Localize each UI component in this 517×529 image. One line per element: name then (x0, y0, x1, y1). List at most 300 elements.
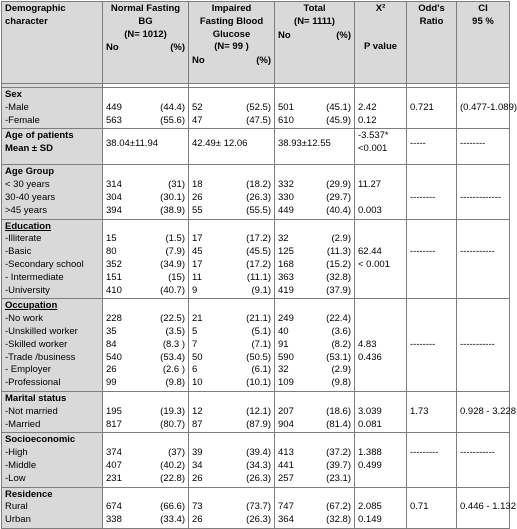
header-ci (457, 2, 510, 84)
row-label: < 30 years (5, 179, 50, 191)
p-value: < 0.001 (358, 258, 390, 270)
x2-value: 3.039 (358, 405, 382, 417)
sex-normal (103, 88, 189, 129)
ci-value: 0.928 - 3.228 (460, 405, 516, 417)
row-label: -Secondary school (5, 258, 84, 270)
pct-cell: (23.1) (326, 472, 351, 484)
sex-total (275, 88, 355, 129)
count-cell: 34 (192, 459, 203, 471)
section-socio (2, 433, 510, 487)
pct-cell: (53.1) (326, 351, 351, 363)
count-cell: 12 (192, 405, 203, 417)
ci-value: ----------- (460, 246, 495, 258)
header-normal-line: Normal Fasting (110, 3, 181, 14)
socio-normal (103, 433, 189, 487)
residence-total (275, 487, 355, 528)
row-label: -Trade /business (5, 351, 76, 363)
row-label: -Not married (5, 405, 58, 417)
pct-cell: (50.5) (246, 351, 271, 363)
x2-value: 2.42 (358, 101, 377, 113)
header-x2-line: X² (375, 3, 386, 14)
count-cell: 45 (192, 246, 203, 258)
occupation-impaired (189, 299, 275, 392)
unit-no: No (192, 55, 205, 67)
count-cell: 207 (278, 405, 294, 417)
odds-value: --------- (410, 447, 439, 459)
agegroup-ci (457, 165, 510, 219)
count-cell: 563 (106, 114, 122, 126)
section-agegroup (2, 165, 510, 219)
count-cell: 413 (278, 447, 294, 459)
marital-total (275, 391, 355, 432)
count-cell: 352 (106, 258, 122, 270)
pct-cell: (7.9) (165, 246, 185, 258)
odds-value: 0.71 (410, 501, 429, 513)
pct-cell: (26.3) (246, 514, 271, 526)
pct-cell: (12.1) (246, 405, 271, 417)
pct-cell: (45.5) (246, 246, 271, 258)
count-cell: 84 (106, 338, 117, 350)
p-value: 0.499 (358, 459, 382, 471)
section-title: Marital status (5, 392, 67, 404)
pct-cell: (9.1) (251, 284, 271, 296)
count-cell: 52 (192, 101, 203, 113)
education-impaired (189, 219, 275, 299)
age-x2 (355, 129, 407, 165)
count-cell: 419 (278, 284, 294, 296)
pct-cell: (47.5) (246, 114, 271, 126)
count-cell: 7 (192, 338, 198, 350)
pct-cell: (8.3 ) (162, 338, 185, 350)
count-cell: 363 (278, 271, 294, 283)
header-demographic-text: Demographic character (5, 3, 66, 27)
occupation-ci (457, 299, 510, 392)
pct-cell: (22.8) (160, 472, 185, 484)
header-normal-line: BG (138, 15, 153, 27)
pct-cell: (9.8) (165, 377, 185, 389)
count-cell: 228 (106, 313, 122, 325)
pct-cell: (45.1) (326, 101, 351, 113)
residence-labels (2, 487, 103, 528)
pct-cell: (80.7) (160, 418, 185, 430)
pct-cell: (40.2) (160, 459, 185, 471)
age-impaired (189, 129, 275, 165)
socio-odds (407, 433, 457, 487)
pct-cell: (37.9) (326, 284, 351, 296)
row-label: Urban (5, 514, 31, 526)
age-total (275, 129, 355, 165)
count-cell: 26 (192, 514, 203, 526)
education-labels (2, 219, 103, 299)
header-x2 (355, 2, 407, 84)
count-cell: 109 (278, 377, 294, 389)
row-label: Mean ± SD (5, 143, 53, 155)
residence-odds (407, 487, 457, 528)
sex-odds (407, 88, 457, 129)
header-impaired-line: Glucose (212, 28, 251, 40)
pct-cell: (5.1) (251, 325, 271, 337)
row-label: -University (5, 284, 50, 296)
occupation-odds (407, 299, 457, 392)
ci-value: (0.477-1.089) (460, 101, 517, 113)
pct-cell: (26.3) (246, 472, 271, 484)
pct-cell: (34.3) (246, 459, 271, 471)
row-label: -Low (5, 472, 26, 484)
header-odds (407, 2, 457, 84)
x2-value: 4.83 (358, 338, 377, 350)
count-cell: 73 (192, 501, 203, 513)
row-label: >45 years (5, 204, 47, 216)
residence-impaired (189, 487, 275, 528)
pct-cell: (15.2) (326, 258, 351, 270)
count-cell: 674 (106, 501, 122, 513)
demographics-table (1, 1, 517, 529)
count-cell: 330 (278, 191, 294, 203)
ci-value: -------- (460, 138, 486, 150)
age-ci (457, 129, 510, 165)
pct-cell: (2.9) (331, 233, 351, 245)
row-label: -Middle (5, 459, 37, 471)
count-cell: 449 (106, 101, 122, 113)
row-label: Rural (5, 501, 28, 513)
count-cell: 257 (278, 472, 294, 484)
pct-cell: (17.2) (246, 233, 271, 245)
p-value: <0.001 (358, 143, 388, 155)
header-pvalue-line: P value (363, 41, 398, 53)
t-value: -3.537* (358, 130, 389, 142)
p-value: 0.081 (358, 418, 382, 430)
header-total-line: Total (303, 3, 326, 14)
header-ci-line: CI (478, 3, 488, 14)
odds-value: -------- (410, 246, 436, 258)
count-cell: 32 (278, 364, 289, 376)
count-cell: 32 (278, 233, 289, 245)
count-cell: 610 (278, 114, 294, 126)
header-total-line: (N= 1111) (294, 15, 335, 27)
pct-cell: (55.5) (246, 204, 271, 216)
count-cell: 394 (106, 204, 122, 216)
pct-cell: (40.4) (326, 204, 351, 216)
pct-cell: (38.9) (160, 204, 185, 216)
odds-value: ----- (410, 138, 426, 150)
count-cell: 817 (106, 418, 122, 430)
header-ci-line: 95 % (472, 15, 494, 27)
pct-cell: (32.8) (326, 514, 351, 526)
pct-cell: (26.3) (246, 191, 271, 203)
pct-cell: (44.4) (160, 101, 185, 113)
x2-value: 62.44 (358, 246, 382, 258)
pct-cell: (55.6) (160, 114, 185, 126)
header-demographic (2, 2, 103, 84)
header-normal-line: (N= 1012) (124, 28, 167, 40)
pct-cell: (37.2) (326, 447, 351, 459)
count-cell: 87 (192, 418, 203, 430)
count-cell: 904 (278, 418, 294, 430)
x2-value: 1.388 (358, 447, 382, 459)
marital-labels (2, 391, 103, 432)
pct-cell: (8.2) (331, 338, 351, 350)
count-cell: 410 (106, 284, 122, 296)
count-cell: 441 (278, 459, 294, 471)
pct-cell: (11.3) (326, 246, 351, 258)
occupation-normal (103, 299, 189, 392)
header-normal (103, 2, 189, 84)
agegroup-odds (407, 165, 457, 219)
sex-x2 (355, 88, 407, 129)
section-age (2, 129, 510, 165)
socio-total (275, 433, 355, 487)
section-title: Education (5, 220, 51, 232)
count-cell: 35 (106, 325, 117, 337)
row-label: - Employer (5, 364, 51, 376)
count-cell: 168 (278, 258, 294, 270)
count-cell: 99 (106, 377, 117, 389)
count-cell: 374 (106, 447, 122, 459)
count-cell: 747 (278, 501, 294, 513)
pct-cell: (2.6 ) (162, 364, 185, 376)
pct-cell: (67.2) (326, 501, 351, 513)
row-label: - Intermediate (5, 271, 64, 283)
ci-value: 0.446 - 1.132 (460, 501, 516, 513)
count-cell: 40 (278, 325, 289, 337)
occupation-x2 (355, 299, 407, 392)
header-odds-line: Odd's (418, 3, 445, 14)
pct-cell: (29.7) (326, 191, 351, 203)
count-cell: 314 (106, 179, 122, 191)
pct-cell: (31) (168, 179, 185, 191)
x2-value: 2.085 (358, 501, 382, 513)
pct-cell: (73.7) (246, 501, 271, 513)
socio-labels (2, 433, 103, 487)
header-impaired-units (192, 55, 271, 68)
section-sex (2, 88, 510, 129)
age-normal (103, 129, 189, 165)
odds-value: -------- (410, 338, 436, 350)
agegroup-x2 (355, 165, 407, 219)
education-odds (407, 219, 457, 299)
row-label: -Basic (5, 246, 32, 258)
row-label: 30-40 years (5, 191, 56, 203)
marital-impaired (189, 391, 275, 432)
header-impaired-line: Fasting Blood (199, 15, 264, 27)
section-title: Sex (5, 89, 22, 100)
education-normal (103, 219, 189, 299)
pct-cell: (37) (168, 447, 185, 459)
unit-pct: (%) (336, 29, 351, 41)
count-cell: 10 (192, 377, 203, 389)
header-total (275, 2, 355, 84)
pct-cell: (66.6) (160, 501, 185, 513)
pct-cell: (87.9) (246, 418, 271, 430)
pct-cell: (39.7) (326, 459, 351, 471)
age-labels (2, 129, 103, 165)
row-label: -Female (5, 114, 40, 126)
section-occupation (2, 299, 510, 392)
pct-cell: (29.9) (326, 179, 351, 191)
pct-cell: (33.4) (160, 514, 185, 526)
marital-x2 (355, 391, 407, 432)
education-ci (457, 219, 510, 299)
sex-impaired (189, 88, 275, 129)
header-row (2, 2, 510, 84)
count-cell: 501 (278, 101, 294, 113)
education-total (275, 219, 355, 299)
education-x2 (355, 219, 407, 299)
count-cell: 21 (192, 313, 203, 325)
section-education (2, 219, 510, 299)
pct-cell: (30.1) (160, 191, 185, 203)
count-cell: 249 (278, 313, 294, 325)
pct-cell: (81.4) (326, 418, 351, 430)
pct-cell: (34.9) (160, 258, 185, 270)
count-cell: 39 (192, 447, 203, 459)
count-cell: 364 (278, 514, 294, 526)
sex-ci (457, 88, 517, 129)
section-residence (2, 487, 510, 528)
count-cell: 231 (106, 472, 122, 484)
socio-impaired (189, 433, 275, 487)
count-cell: 91 (278, 338, 289, 350)
pct-cell: (39.4) (246, 447, 271, 459)
section-title: Age of patients (5, 130, 74, 142)
pct-cell: (10.1) (246, 377, 271, 389)
age-odds (407, 129, 457, 165)
agegroup-normal (103, 165, 189, 219)
pct-cell: (6.1) (251, 364, 271, 376)
pct-cell: (2.9) (331, 364, 351, 376)
pct-cell: (3.6) (331, 325, 351, 337)
count-cell: 540 (106, 351, 122, 363)
count-cell: 151 (106, 271, 122, 283)
pct-cell: (40.7) (160, 284, 185, 296)
socio-x2 (355, 433, 407, 487)
pct-cell: (22.4) (326, 313, 351, 325)
count-cell: 125 (278, 246, 294, 258)
row-label: -Illiterate (5, 233, 42, 245)
row-label: -Skilled worker (5, 338, 68, 350)
count-cell: 11 (192, 271, 202, 283)
p-value: 0.12 (358, 114, 377, 126)
count-cell: 50 (192, 351, 203, 363)
pct-cell: (53.4) (160, 351, 185, 363)
residence-x2 (355, 487, 407, 528)
header-odds-line: Ratio (419, 15, 444, 27)
count-cell: 332 (278, 179, 294, 191)
count-cell: 338 (106, 514, 122, 526)
occupation-labels (2, 299, 103, 392)
pct-cell: (3.5) (165, 325, 185, 337)
row-label: -Male (5, 101, 29, 113)
header-impaired-line: (N= 99 ) (214, 41, 249, 53)
count-cell: 55 (192, 204, 203, 216)
residence-normal (103, 487, 189, 528)
p-value: 0.149 (358, 514, 382, 526)
unit-no: No (106, 42, 119, 54)
count-cell: 17 (192, 258, 203, 270)
ci-value: ----------- (460, 447, 495, 459)
agegroup-total (275, 165, 355, 219)
header-impaired-line: Impaired (211, 3, 252, 14)
agegroup-impaired (189, 165, 275, 219)
pct-cell: (17.2) (246, 258, 271, 270)
count-cell: 5 (192, 325, 198, 337)
pct-cell: (15) (168, 271, 185, 283)
pct-cell: (18.2) (246, 179, 271, 191)
odds-value: 0.721 (410, 101, 434, 113)
pct-cell: (32.8) (326, 271, 351, 283)
pct-cell: (19.3) (160, 405, 185, 417)
pct-cell: (45.9) (326, 114, 351, 126)
count-cell: 407 (106, 459, 122, 471)
count-cell: 590 (278, 351, 294, 363)
count-cell: 47 (192, 114, 203, 126)
count-cell: 304 (106, 191, 122, 203)
row-label: -No work (5, 313, 44, 325)
pct-cell: (9.8) (331, 377, 351, 389)
pct-cell: (22.5) (160, 313, 185, 325)
marital-odds (407, 391, 457, 432)
sex-labels (2, 88, 103, 129)
section-title: Socioeconomic (5, 434, 76, 446)
section-marital (2, 391, 510, 432)
count-cell: 15 (106, 233, 117, 245)
x2-value: 11.27 (358, 179, 382, 191)
occupation-total (275, 299, 355, 392)
count-cell: 9 (192, 284, 198, 296)
section-title: Age Group (5, 166, 55, 178)
header-impaired (189, 2, 275, 84)
ci-value: ----------- (460, 338, 495, 350)
mean-sd: 38.93±12.55 (278, 138, 331, 150)
pct-cell: (18.6) (326, 405, 351, 417)
count-cell: 17 (192, 233, 203, 245)
count-cell: 26 (106, 364, 117, 376)
p-value: 0.003 (358, 204, 382, 216)
socio-ci (457, 433, 510, 487)
header-normal-units (106, 42, 185, 55)
unit-no: No (278, 29, 291, 41)
header-total-units (278, 30, 351, 43)
unit-pct: (%) (256, 55, 271, 67)
residence-ci (457, 487, 516, 528)
odds-value: -------- (410, 191, 436, 203)
pct-cell: (52.5) (246, 101, 271, 113)
mean-sd: 38.04±11.94 (106, 138, 159, 150)
section-title: Residence (5, 488, 53, 500)
pct-cell: (11.1) (246, 271, 271, 283)
count-cell: 26 (192, 191, 203, 203)
row-label: -High (5, 447, 28, 459)
pct-cell: (21.1) (246, 313, 271, 325)
pct-cell: (1.5) (165, 233, 185, 245)
count-cell: 195 (106, 405, 122, 417)
pct-cell: (7.1) (251, 338, 271, 350)
ci-value: ------------- (460, 191, 502, 203)
count-cell: 449 (278, 204, 294, 216)
marital-ci (457, 391, 516, 432)
agegroup-labels (2, 165, 103, 219)
count-cell: 80 (106, 246, 117, 258)
mean-sd: 42.49± 12.06 (192, 138, 248, 150)
row-label: -Married (5, 418, 41, 430)
row-label: -Unskilled worker (5, 325, 78, 337)
section-title: Occupation (5, 300, 58, 312)
p-value: 0.436 (358, 351, 382, 363)
odds-value: 1.73 (410, 405, 429, 417)
unit-pct: (%) (170, 42, 185, 54)
row-label: -Professional (5, 377, 61, 389)
count-cell: 18 (192, 179, 203, 191)
